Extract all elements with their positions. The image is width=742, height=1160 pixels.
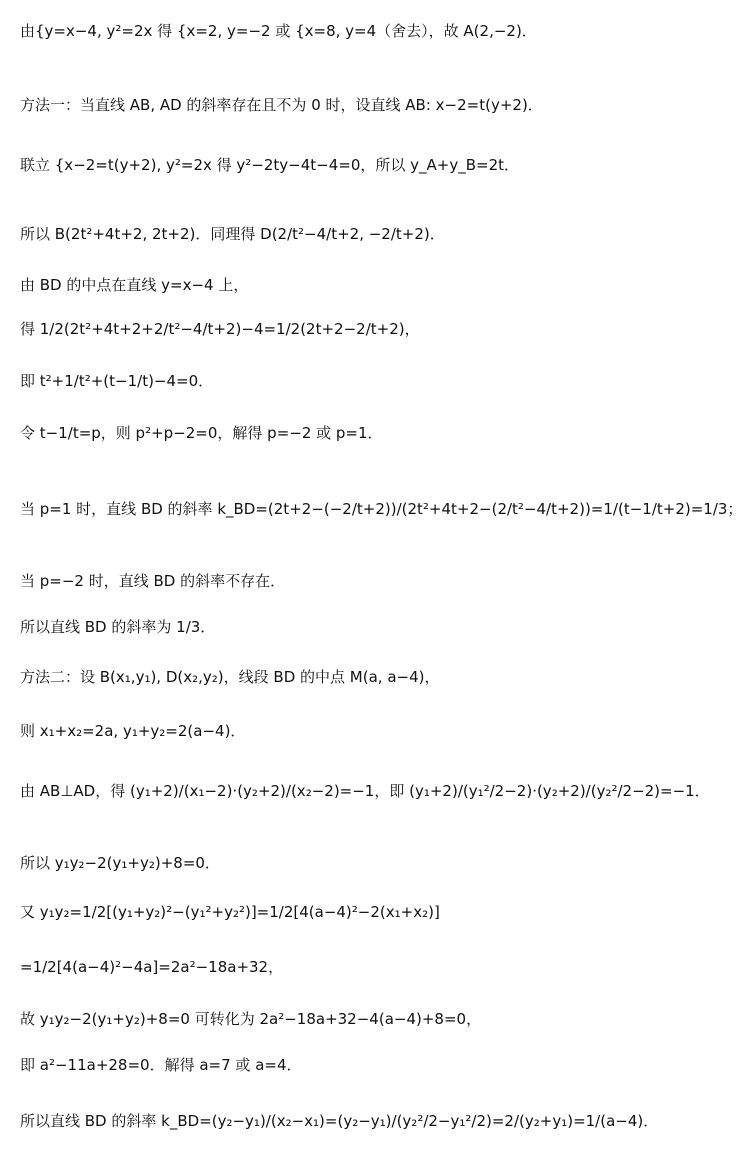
method-one-equation: 得 1/2(2t²+4t+2+2/t²−4/t+2)−4=1/2(2t+2−2/t+2)， (20, 320, 420, 338)
method-one-substitution: 令 t−1/t=p，则 p²+p−2=0，解得 p=−2 或 p=1． (20, 424, 383, 442)
method-two-solve: 即 a²−11a+28=0．解得 a=7 或 a=4． (20, 1056, 302, 1074)
method-two-product: 又 y₁y₂=1/2[(y₁+y₂)²−(y₁²+y₂²)]=1/2[4(a−4)²−2(x₁+x₂)] (20, 903, 440, 921)
method-one-conclusion: 所以直线 BD 的斜率为 1/3． (20, 618, 216, 636)
method-one-midpoint: 由 BD 的中点在直线 y=x−4 上， (20, 276, 249, 294)
method-one-slope: 当 p=1 时，直线 BD 的斜率 k_BD=(2t+2−(−2/t+2))/(2t²+4t+2−(2/t²−4/t+2))=1/(t−1/t+2)=1/3； (20, 500, 742, 518)
method-one-points: 所以 B(2t²+4t+2, 2t+2)．同理得 D(2/t²−4/t+2, −2/t+2)． (20, 225, 445, 243)
method-two-intro: 方法二：设 B(x₁,y₁), D(x₂,y₂)，线段 BD 的中点 M(a, a−4)， (20, 668, 440, 686)
method-two-perpendicular: 由 AB⊥AD，得 (y₁+2)/(x₁−2)·(y₂+2)/(x₂−2)=−1，即 (y₁+2)/(y₁²/2−2)·(y₂+2)/(y₂²/2−2)=−1． (20, 782, 710, 800)
method-one-no-slope: 当 p=−2 时，直线 BD 的斜率不存在． (20, 572, 286, 590)
method-two-sums: 则 x₁+x₂=2a, y₁+y₂=2(a−4)． (20, 722, 246, 740)
method-one-simplified: 即 t²+1/t²+(t−1/t)−4=0． (20, 372, 214, 390)
method-two-transform: 故 y₁y₂−2(y₁+y₂)+8=0 可转化为 2a²−18a+32−4(a−4)+8=0， (20, 1010, 482, 1028)
method-one-intro: 方法一：当直线 AB, AD 的斜率存在且不为 0 时，设直线 AB: x−2=t(y+2)． (20, 96, 543, 114)
method-two-product-cont: =1/2[4(a−4)²−4a]=2a²−18a+32， (20, 958, 284, 976)
method-one-system: 联立 {x−2=t(y+2), y²=2x 得 y²−2ty−4t−4=0，所以 y_A+y_B=2t． (20, 156, 520, 174)
step-find-A: 由{y=x−4, y²=2x 得 {x=2, y=−2 或 {x=8, y=4（舍去），故 A(2,−2)． (20, 22, 537, 40)
method-two-slope: 所以直线 BD 的斜率 k_BD=(y₂−y₁)/(x₂−x₁)=(y₂−y₁)/(y₂²/2−y₁²/2)=2/(y₂+y₁)=1/(a−4)． (20, 1112, 659, 1130)
method-two-relation: 所以 y₁y₂−2(y₁+y₂)+8=0． (20, 854, 220, 872)
